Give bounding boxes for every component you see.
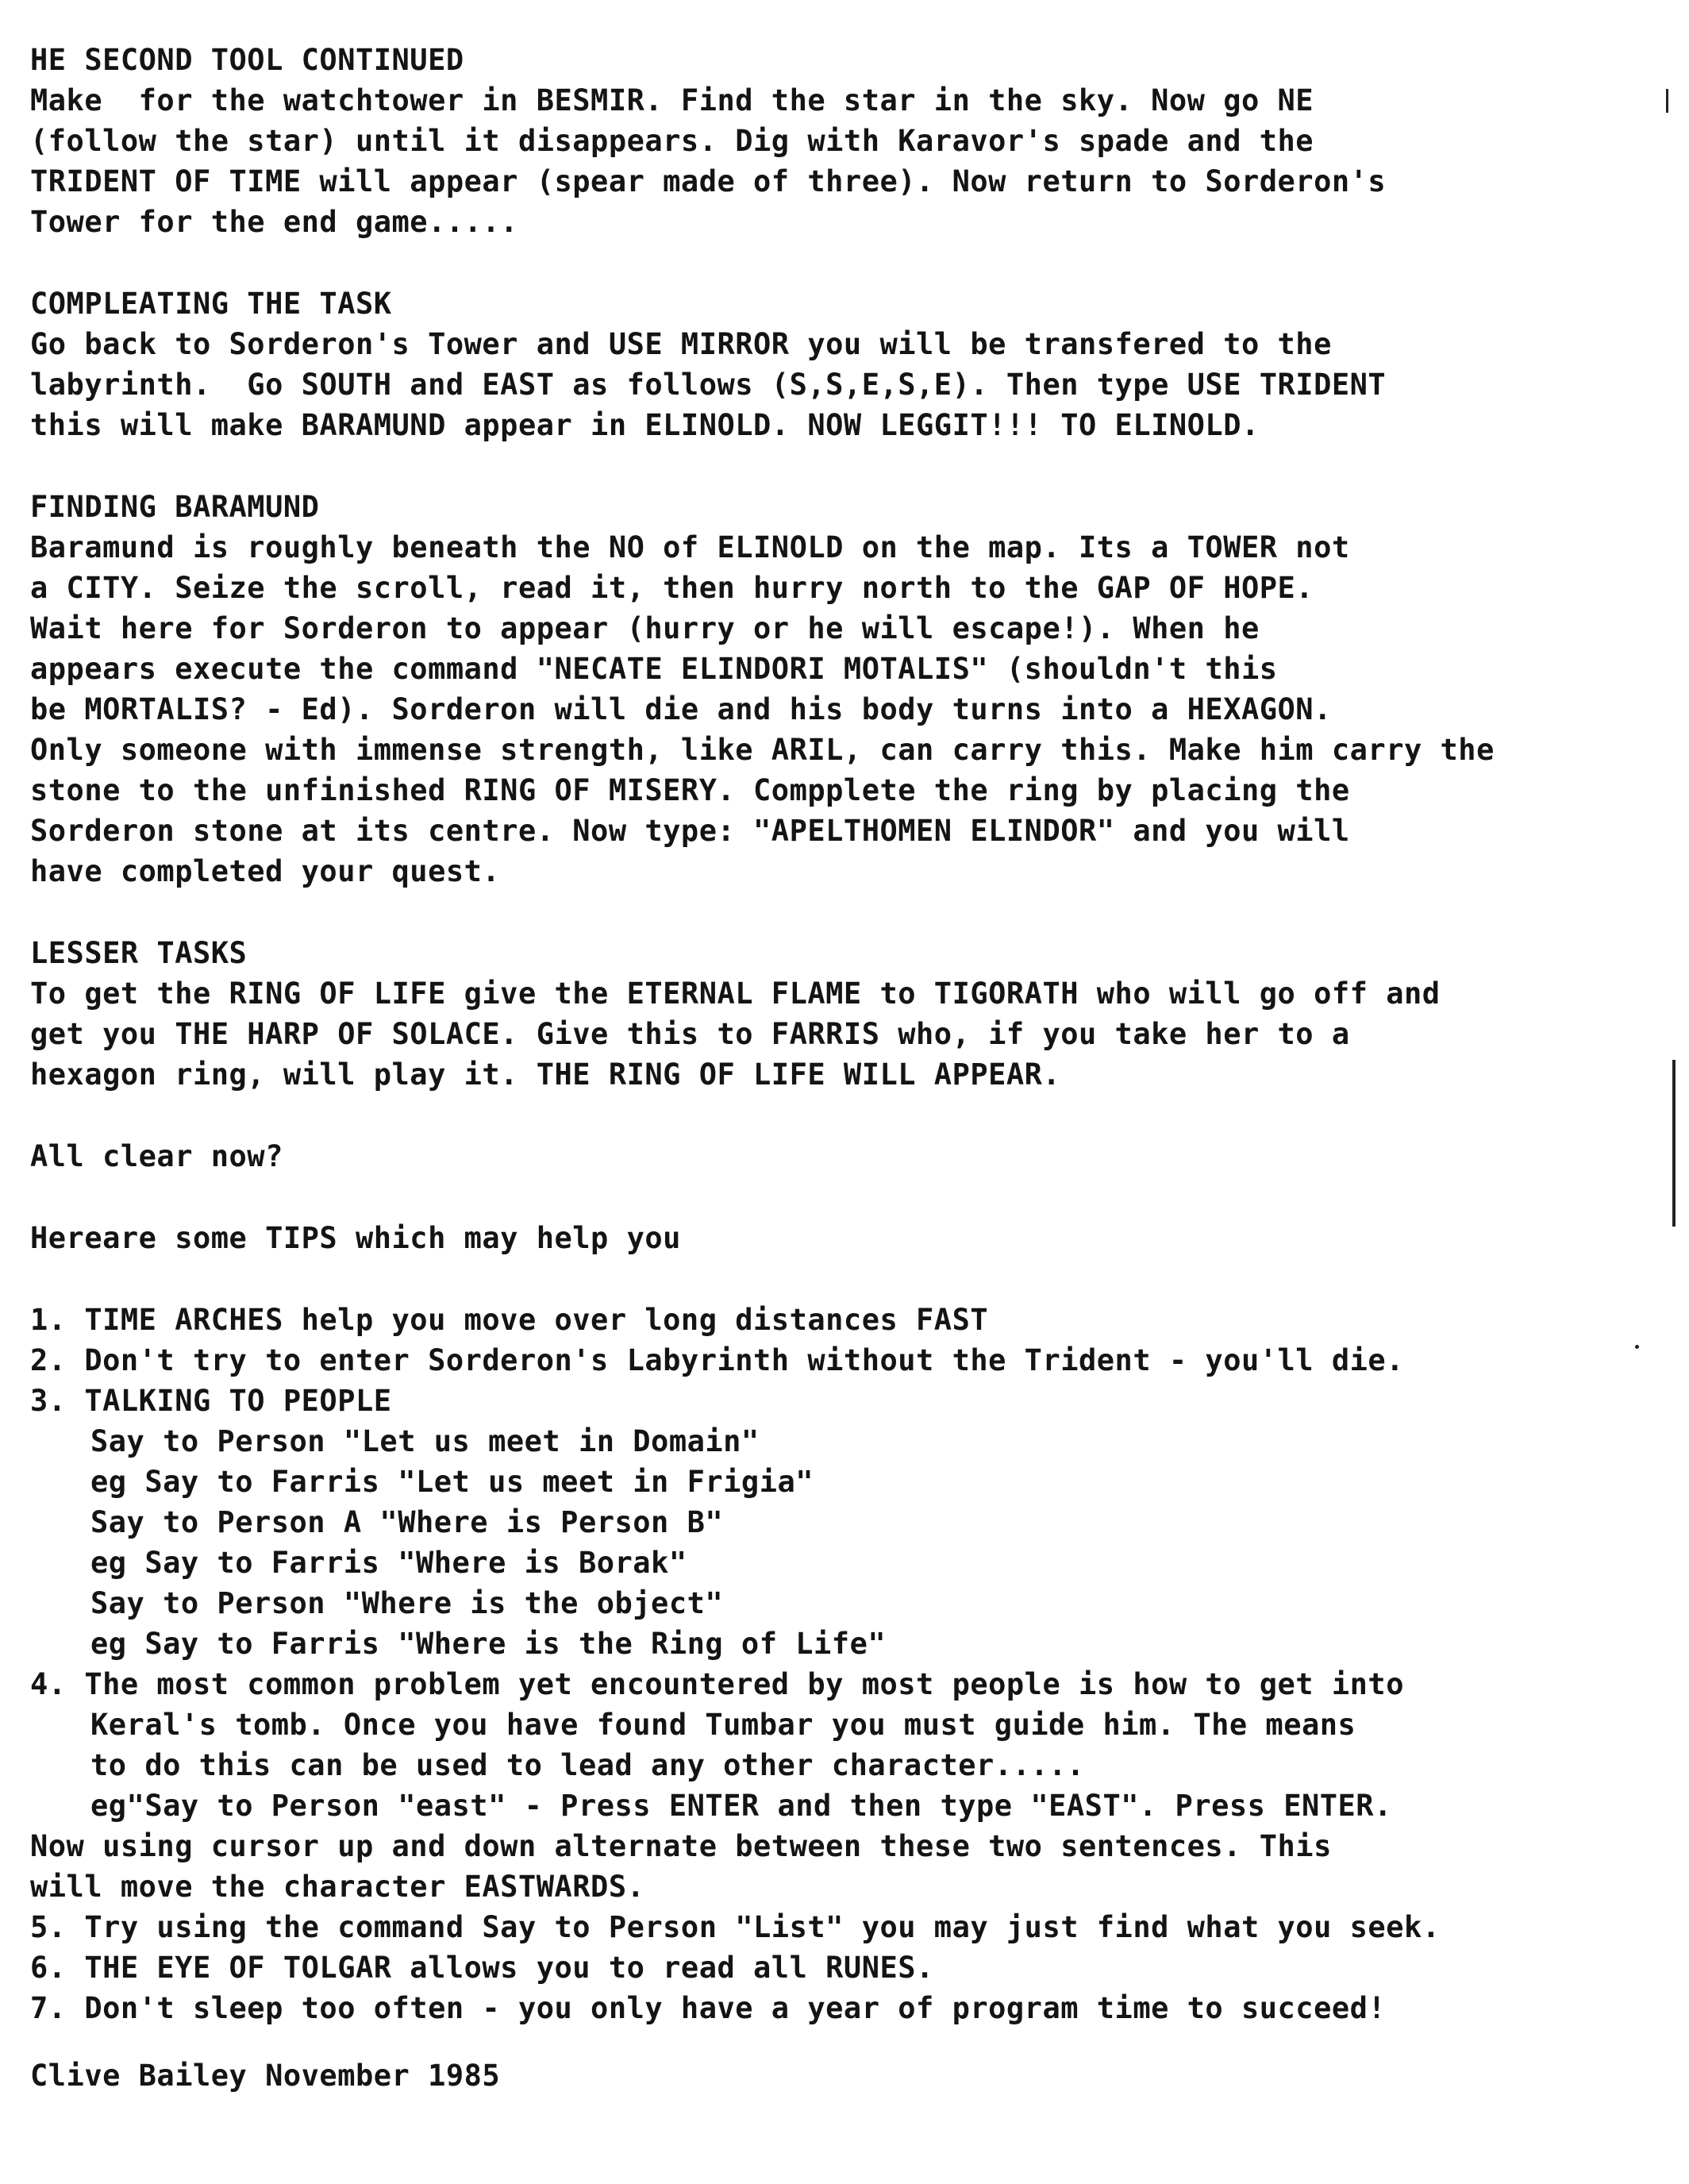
section-finding-baramund: [30, 487, 1665, 892]
section-compleating-task: [30, 283, 1665, 445]
section-second-tool: [30, 40, 1665, 242]
text-line: stone to the unfinished RING OF MISERY. Compplete the ring by placing the: [30, 773, 1350, 807]
tip-item: 1. TIME ARCHES help you move over long distances FAST: [30, 1303, 989, 1337]
tip-item: 7. Don't sleep too often - you only have a year of program time to succeed!: [30, 1991, 1387, 2025]
tip-subitem: to do this can be used to lead any other character.....: [90, 1748, 1085, 1782]
tip-item: 3. TALKING TO PEOPLE: [30, 1384, 392, 1418]
tip-subitem: eg Say to Farris "Where is the Ring of Life": [90, 1627, 887, 1661]
tip-item: 5. Try using the command Say to Person "List" you may just find what you seek.: [30, 1910, 1441, 1944]
tip-subitem: eg Say to Farris "Let us meet in Frigia": [90, 1465, 814, 1499]
tip-item: will move the character EASTWARDS.: [30, 1870, 645, 1904]
tips-intro-paragraph: [30, 1218, 1665, 1258]
tip-item: 6. THE EYE OF TOLGAR allows you to read all RUNES.: [30, 1951, 934, 1985]
text-line: TRIDENT OF TIME will appear (spear made of three). Now return to Sorderon's: [30, 164, 1387, 198]
tip-item: 2. Don't try to enter Sorderon's Labyrinth without the Trident - you'll die.: [30, 1343, 1404, 1377]
scan-mark: [1672, 1060, 1676, 1227]
text-line: Wait here for Sorderon to appear (hurry or he will escape!). When he: [30, 611, 1260, 645]
all-clear-paragraph: [30, 1136, 1665, 1177]
tip-subitem: Say to Person "Where is the object": [90, 1586, 724, 1620]
tip-item: Now using cursor up and down alternate between these two sentences. This: [30, 1829, 1332, 1863]
text-line: labyrinth. Go SOUTH and EAST as follows (S,S,E,S,E). Then type USE TRIDENT: [30, 368, 1387, 402]
section-heading: COMPLEATING THE TASK: [30, 287, 392, 321]
document-page: [30, 40, 1665, 2070]
text-line: Go back to Sorderon's Tower and USE MIRROR you will be transfered to the: [30, 327, 1332, 361]
scan-mark: [1666, 89, 1668, 113]
tip-item: 4. The most common problem yet encountered by most people is how to get into: [30, 1667, 1404, 1701]
all-clear-text: All clear now?: [30, 1139, 283, 1173]
section-heading: FINDING BARAMUND: [30, 490, 320, 524]
text-line: Baramund is roughly beneath the NO of ELINOLD on the map. Its a TOWER not: [30, 530, 1350, 564]
tips-intro-text: Hereare some TIPS which may help you: [30, 1221, 681, 1255]
section-heading: HE SECOND TOOL CONTINUED: [30, 43, 464, 77]
text-line: To get the RING OF LIFE give the ETERNAL FLAME to TIGORATH who will go off and: [30, 976, 1441, 1011]
section-lesser-tasks: [30, 933, 1665, 1095]
section-heading: LESSER TASKS: [30, 936, 248, 970]
tip-subitem: Say to Person A "Where is Person B": [90, 1505, 724, 1539]
text-line: Make for the watchtower in BESMIR. Find the star in the sky. Now go NE: [30, 83, 1314, 117]
text-line: be MORTALIS? - Ed). Sorderon will die and his body turns into a HEXAGON.: [30, 692, 1332, 726]
text-line: (follow the star) until it disappears. Dig with Karavor's spade and the: [30, 124, 1314, 158]
text-line: this will make BARAMUND appear in ELINOLD. NOW LEGGIT!!! TO ELINOLD.: [30, 408, 1260, 442]
signature: Clive Bailey November 1985: [30, 2059, 501, 2093]
text-line: Sorderon stone at its centre. Now type: "APELTHOMEN ELINDOR" and you will: [30, 814, 1350, 848]
tips-list: [30, 1300, 1665, 2028]
tip-subitem: eg Say to Farris "Where is Borak": [90, 1546, 687, 1580]
text-line: have completed your quest.: [30, 854, 501, 888]
tip-subitem: Say to Person "Let us meet in Domain": [90, 1424, 760, 1458]
text-line: a CITY. Seize the scroll, read it, then hurry north to the GAP OF HOPE.: [30, 571, 1314, 605]
text-line: appears execute the command "NECATE ELINDORI MOTALIS" (shouldn't this: [30, 652, 1278, 686]
tip-subitem: Keral's tomb. Once you have found Tumbar you must guide him. The means: [90, 1708, 1356, 1742]
tip-subitem: eg"Say to Person "east" - Press ENTER and then type "EAST". Press ENTER.: [90, 1789, 1392, 1823]
scan-mark: [1635, 1345, 1639, 1349]
text-line: get you THE HARP OF SOLACE. Give this to FARRIS who, if you take her to a: [30, 1017, 1350, 1051]
text-line: hexagon ring, will play it. THE RING OF LIFE WILL APPEAR.: [30, 1057, 1061, 1092]
text-line: Only someone with immense strength, like ARIL, can carry this. Make him carry the: [30, 733, 1495, 767]
text-line: Tower for the end game.....: [30, 205, 518, 239]
